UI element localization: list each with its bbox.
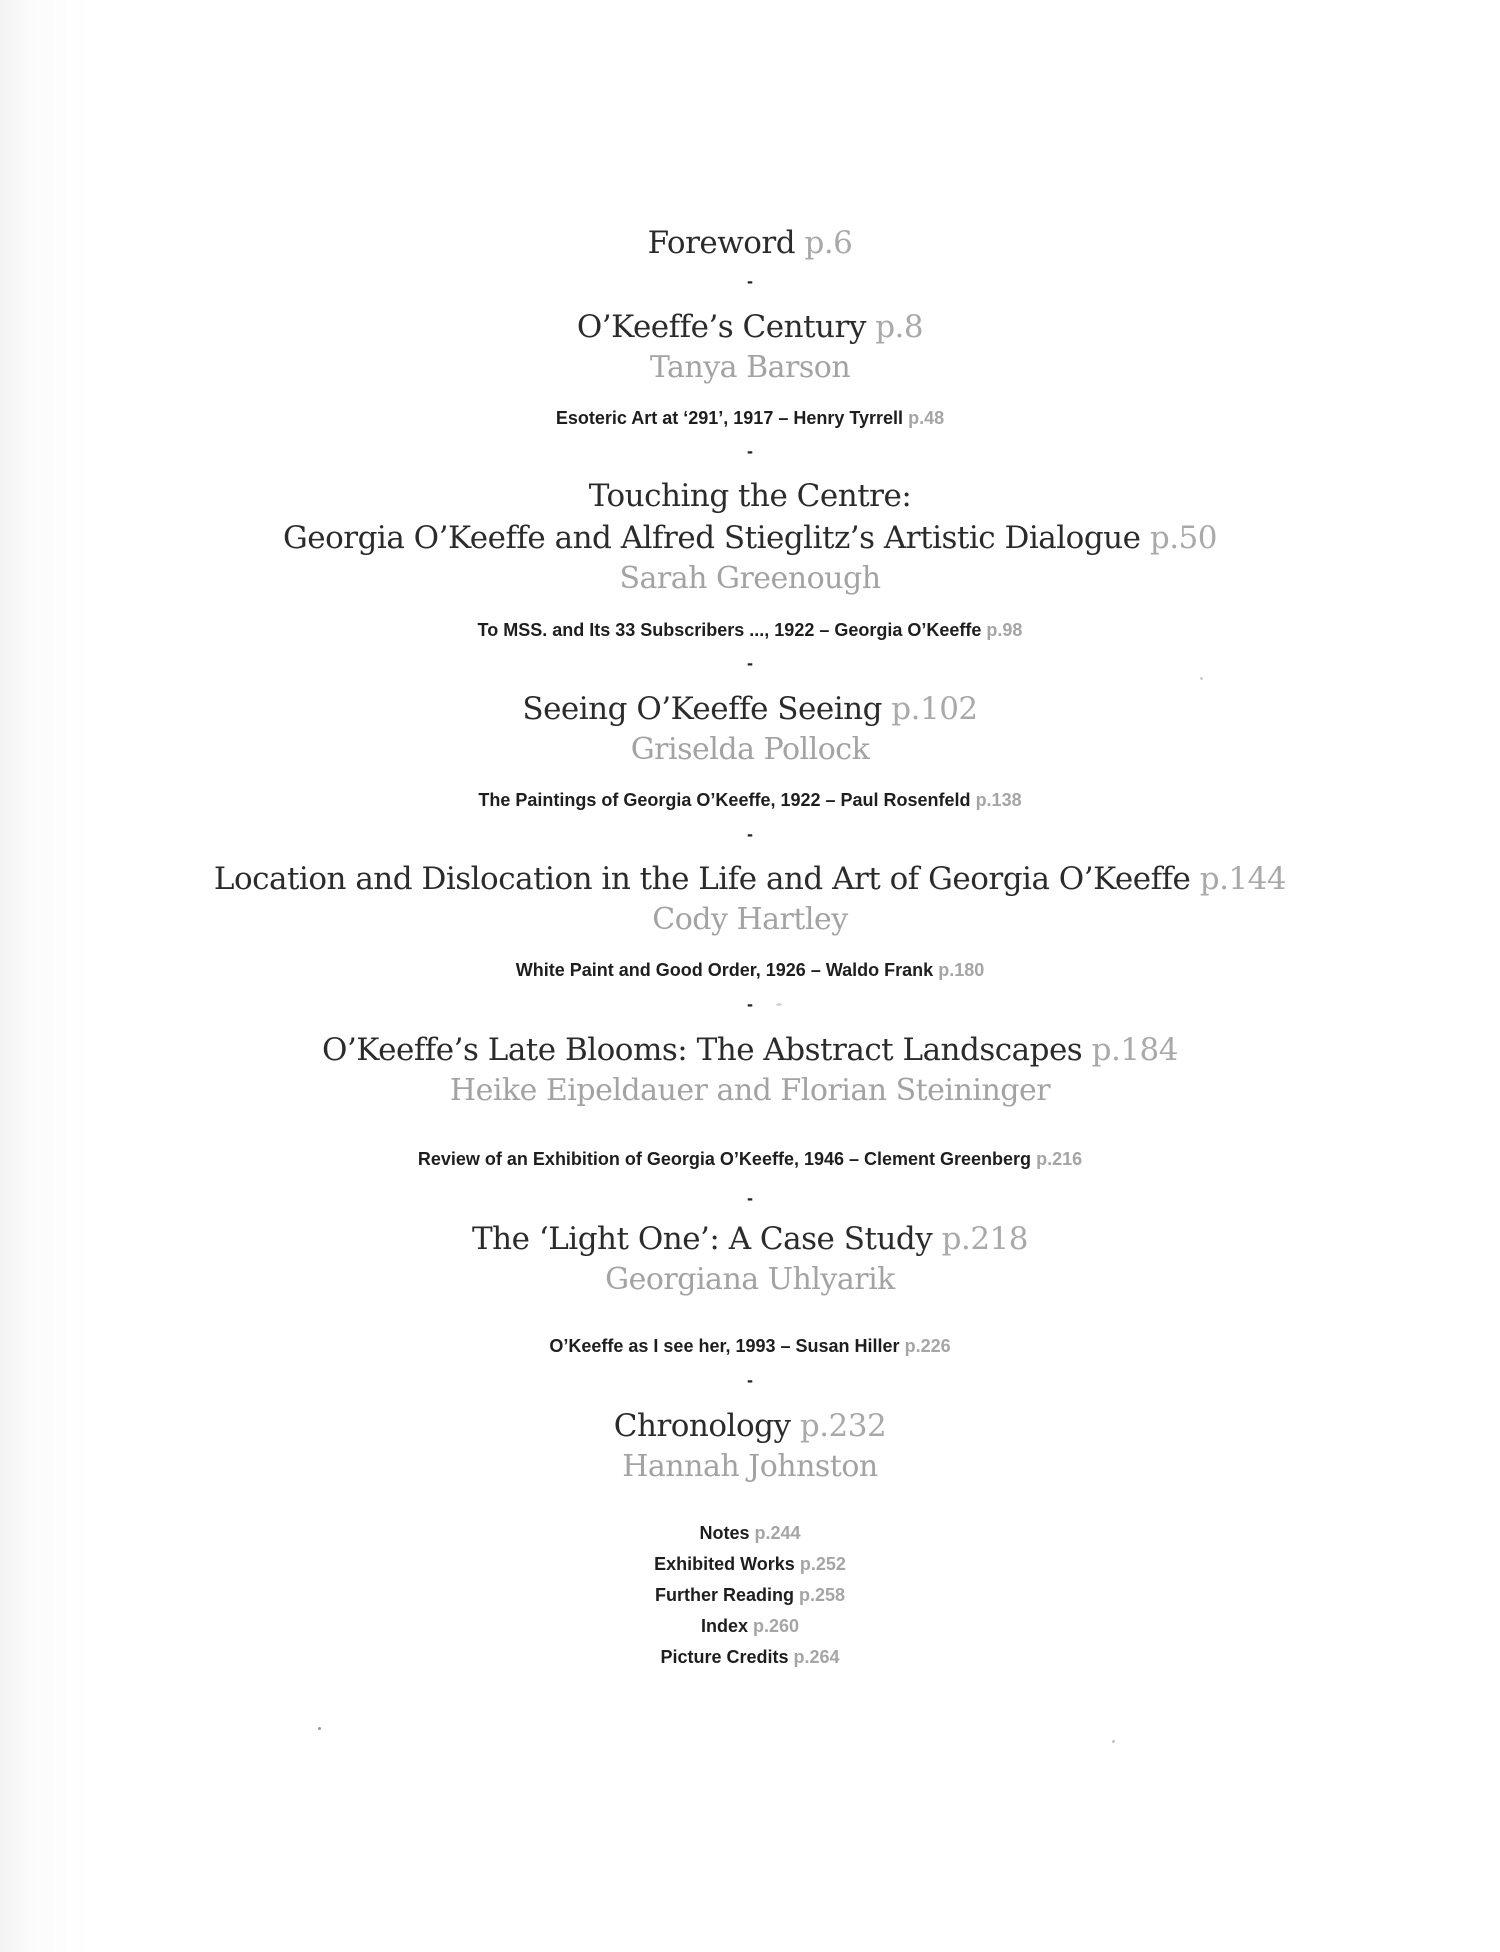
chapter-author: Tanya Barson xyxy=(649,350,851,385)
chapter-entry-3[interactable] xyxy=(0,688,1500,770)
document-entry-5[interactable] xyxy=(0,1146,1500,1172)
back-matter-page: p.252 xyxy=(799,1554,846,1574)
document-page: p.180 xyxy=(938,960,985,980)
foreword-entry[interactable] xyxy=(0,222,1500,264)
separator: - xyxy=(747,441,753,461)
scan-speck xyxy=(776,1003,782,1006)
separator: - xyxy=(747,994,753,1014)
back-matter-item[interactable] xyxy=(0,1642,1500,1673)
chapter-entry-2[interactable] xyxy=(0,475,1500,599)
chapter-title: Chronology xyxy=(613,1408,791,1444)
document-title: Esoteric Art at ‘291’, 1917 – Henry Tyrrell xyxy=(555,408,904,428)
chapter-author: Heike Eipeldauer and Florian Steininger xyxy=(449,1073,1051,1108)
separator: - xyxy=(747,1188,753,1208)
chapter-page: p.102 xyxy=(891,691,978,727)
scan-speck xyxy=(1112,1740,1115,1743)
separator: - xyxy=(747,653,753,673)
chapter-author: Hannah Johnston xyxy=(622,1449,878,1484)
document-entry-1[interactable] xyxy=(0,405,1500,431)
document-title: The Paintings of Georgia O’Keeffe, 1922 – Paul Rosenfeld xyxy=(478,790,971,810)
document-entry-4[interactable] xyxy=(0,957,1500,983)
chapter-entry-6[interactable] xyxy=(0,1218,1500,1300)
foreword-page: p.6 xyxy=(804,225,853,261)
document-title: O’Keeffe as I see her, 1993 – Susan Hiller xyxy=(549,1336,900,1356)
separator: - xyxy=(747,271,753,291)
back-matter-page: p.260 xyxy=(753,1616,800,1636)
back-matter-label: Further Reading xyxy=(654,1585,794,1605)
back-matter-list xyxy=(0,1518,1500,1673)
chapter-page: p.184 xyxy=(1091,1032,1178,1068)
back-matter-label: Picture Credits xyxy=(660,1647,789,1667)
chapter-title: Touching the Centre: xyxy=(588,478,912,514)
document-title: Review of an Exhibition of Georgia O’Keeffe, 1946 – Clement Greenberg xyxy=(417,1149,1032,1169)
document-page: p.138 xyxy=(975,790,1022,810)
chapter-title: O’Keeffe’s Late Blooms: The Abstract Landscapes xyxy=(322,1032,1083,1068)
scan-speck xyxy=(1200,677,1203,680)
chapter-page: p.50 xyxy=(1149,520,1217,556)
separator: - xyxy=(747,1370,753,1390)
chapter-entry-5[interactable] xyxy=(0,1029,1500,1111)
back-matter-page: p.244 xyxy=(754,1523,801,1543)
separator: - xyxy=(747,824,753,844)
document-entry-2[interactable] xyxy=(0,617,1500,643)
chapter-title: Seeing O’Keeffe Seeing xyxy=(522,691,882,727)
back-matter-label: Exhibited Works xyxy=(654,1554,795,1574)
document-title: White Paint and Good Order, 1926 – Waldo Frank xyxy=(515,960,934,980)
chapter-title: Location and Dislocation in the Life and Art of Georgia O’Keeffe xyxy=(213,861,1191,897)
document-page: p.98 xyxy=(986,620,1023,640)
document-page: p.216 xyxy=(1036,1149,1083,1169)
back-matter-item[interactable] xyxy=(0,1518,1500,1549)
chapter-page: p.8 xyxy=(875,309,924,345)
document-page: p.48 xyxy=(908,408,945,428)
document-title: To MSS. and Its 33 Subscribers ..., 1922 – Georgia O’Keeffe xyxy=(477,620,982,640)
back-matter-item[interactable] xyxy=(0,1611,1500,1642)
chapter-entry-1[interactable] xyxy=(0,306,1500,388)
back-matter-item[interactable] xyxy=(0,1549,1500,1580)
chapter-author: Cody Hartley xyxy=(652,902,848,937)
chapter-title-line2: Georgia O’Keeffe and Alfred Stieglitz’s Artistic Dialogue xyxy=(282,520,1141,556)
chapter-page: p.144 xyxy=(1199,861,1287,897)
back-matter-page: p.264 xyxy=(793,1647,840,1667)
chapter-entry-7[interactable] xyxy=(0,1405,1500,1487)
chapter-author: Griselda Pollock xyxy=(630,732,870,767)
chapter-title: The ‘Light One’: A Case Study xyxy=(472,1221,933,1257)
chapter-entry-4[interactable] xyxy=(0,858,1500,940)
chapter-title: O’Keeffe’s Century xyxy=(576,309,866,345)
document-page: p.226 xyxy=(904,1336,951,1356)
scan-speck xyxy=(318,1727,321,1730)
chapter-author: Sarah Greenough xyxy=(619,561,881,596)
back-matter-label: Index xyxy=(700,1616,748,1636)
chapter-page: p.232 xyxy=(799,1408,887,1444)
back-matter-item[interactable] xyxy=(0,1580,1500,1611)
back-matter-label: Notes xyxy=(699,1523,750,1543)
back-matter-page: p.258 xyxy=(799,1585,846,1605)
document-entry-6[interactable] xyxy=(0,1333,1500,1359)
foreword-title: Foreword xyxy=(647,225,796,261)
chapter-page: p.218 xyxy=(941,1221,1028,1257)
document-entry-3[interactable] xyxy=(0,787,1500,813)
chapter-author: Georgiana Uhlyarik xyxy=(605,1262,895,1297)
